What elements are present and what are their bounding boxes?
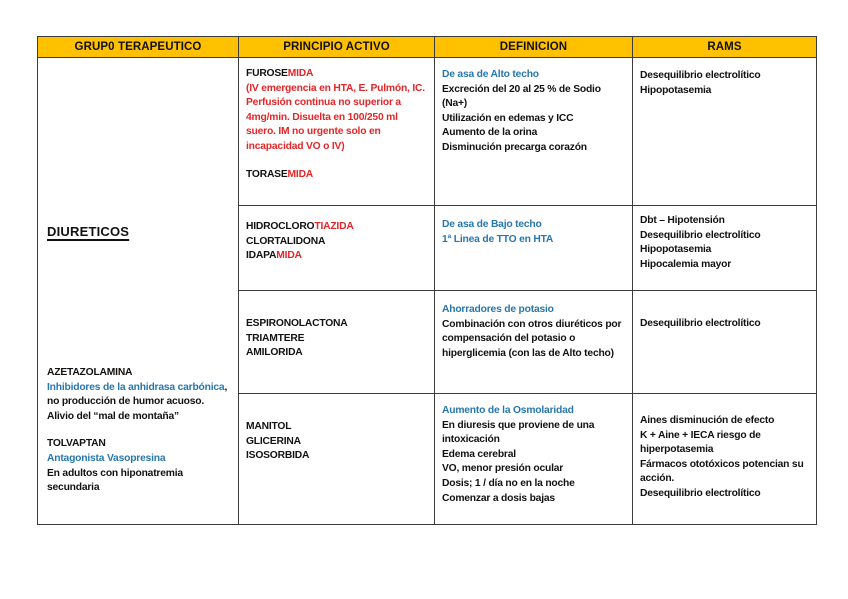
drug-name-part: MIDA xyxy=(287,168,314,180)
rams-line: Desequilibrio electrolítico xyxy=(640,70,761,81)
rams-line: Hipocalemia mayor xyxy=(640,258,732,270)
header-rams: RAMS xyxy=(633,37,816,58)
cell-rams-row4 xyxy=(633,394,816,524)
definicion-line: VO, menor presión ocular xyxy=(442,463,564,475)
cell-rams-row2 xyxy=(633,206,816,291)
header-definicion: DEFINICION xyxy=(435,37,633,58)
cell-grupo-terapeutico xyxy=(38,58,239,524)
drug-torasemida xyxy=(246,168,426,183)
rams-line: Fármacos ototóxicos potencian su acción. xyxy=(640,458,804,485)
definicion-line: Aumento de la orina xyxy=(442,127,538,139)
drug-tolvaptan: TOLVAPTAN xyxy=(47,438,106,450)
drug-manitol: MANITOL xyxy=(246,421,292,432)
cell-principio-row1 xyxy=(239,58,435,206)
rams-line: Hipopotasemia xyxy=(640,244,712,256)
group-notes xyxy=(47,366,233,496)
cell-principio-row3 xyxy=(239,291,435,394)
definicion-line: Comenzar a dosis bajas xyxy=(442,492,555,504)
cell-definicion-row1 xyxy=(435,58,633,206)
drug-desc-text: En adultos con hiponatremia secundaria xyxy=(47,467,183,494)
definicion-heading: De asa de Alto techo xyxy=(442,69,539,80)
cell-rams-row3 xyxy=(633,291,816,394)
drug-espironolactona: ESPIRONOLACTONA xyxy=(246,318,348,329)
drug-class-text: Antagonista Vasopresina xyxy=(47,453,166,465)
drug-hidroclorotiazida xyxy=(246,220,426,235)
drug-class-text: Inhibidores de la anhidrasa carbónica xyxy=(47,381,225,393)
definicion-heading: Ahorradores de potasio xyxy=(442,304,554,315)
definicion-heading: 1ª Linea de TTO en HTA xyxy=(442,233,554,245)
drug-name-part: MIDA xyxy=(276,250,302,262)
cell-principio-row4 xyxy=(239,394,435,524)
drug-furosemida xyxy=(246,67,426,82)
definicion-line: Excreción del 20 al 25 % de Sodio (Na+) xyxy=(442,83,601,110)
drug-name-part: TORASE xyxy=(246,168,288,180)
furosemida-note: (IV emergencia en HTA, E. Pulmón, IC. Perfusión continua no superior a 4mg/min. Disuelta en 100/250 ml suero. IM no urgente solo en incapacidad VO o IV) xyxy=(246,82,425,153)
cell-definicion-row2 xyxy=(435,206,633,291)
rams-line: Hipopotasemia xyxy=(640,84,712,96)
drug-triamtere: TRIAMTERE xyxy=(246,332,305,344)
azetazolamina-description xyxy=(47,381,233,425)
drug-isosorbida: ISOSORBIDA xyxy=(246,450,310,462)
rams-line: Desequilibrio electrolítico xyxy=(640,229,761,241)
drug-azetazolamina: AZETAZOLAMINA xyxy=(47,367,133,378)
rams-line: Aines disminución de efecto xyxy=(640,415,775,426)
drug-clortalidona: CLORTALIDONA xyxy=(246,235,326,247)
definicion-line: Disminución precarga corazón xyxy=(442,142,587,154)
rams-line: K + Aine + IECA riesgo de hiperpotasemia xyxy=(640,429,761,456)
definicion-body: Combinación con otros diuréticos por compensación del potasio o hiperglicemia (con las de Alto techo) xyxy=(442,318,622,359)
rams-line: Desequilibrio electrolítico xyxy=(640,318,761,329)
drug-name-part: HIDROCLORO xyxy=(246,221,315,232)
definicion-heading: Aumento de la Osmolaridad xyxy=(442,405,574,416)
cell-principio-row2 xyxy=(239,206,435,291)
drug-amilorida: AMILORIDA xyxy=(246,347,303,359)
drug-glicerina: GLICERINA xyxy=(246,435,301,447)
definicion-line: En diuresis que proviene de una intoxicación xyxy=(442,419,595,446)
rams-line: Dbt – Hipotensión xyxy=(640,215,725,226)
cell-rams-row1 xyxy=(633,58,816,206)
definicion-line: Dosis; 1 / día no en la noche xyxy=(442,478,575,490)
drug-name-part: TIAZIDA xyxy=(314,221,354,232)
cell-definicion-row3 xyxy=(435,291,633,394)
therapeutic-group-table xyxy=(37,36,817,525)
drug-idapamida xyxy=(246,249,426,264)
drug-name-part: IDAPA xyxy=(246,250,277,262)
definicion-line: Edema cerebral xyxy=(442,448,516,460)
group-title-diureticos: DIURETICOS xyxy=(47,224,130,239)
definicion-line: Utilización en edemas y ICC xyxy=(442,112,574,124)
drug-name-part: FUROSE xyxy=(246,68,288,79)
drug-name-part: MIDA xyxy=(287,68,314,79)
cell-definicion-row4 xyxy=(435,394,633,524)
header-grupo-terapeutico: GRUP0 TERAPEUTICO xyxy=(38,37,239,58)
drug-desc-text: , no producción de humor acuoso. Alivio del “mal de montaña” xyxy=(47,381,228,422)
definicion-heading: De asa de Bajo techo xyxy=(442,219,542,230)
rams-line: Desequilibrio electrolítico xyxy=(640,488,761,500)
header-principio-activo: PRINCIPIO ACTIVO xyxy=(239,37,435,58)
